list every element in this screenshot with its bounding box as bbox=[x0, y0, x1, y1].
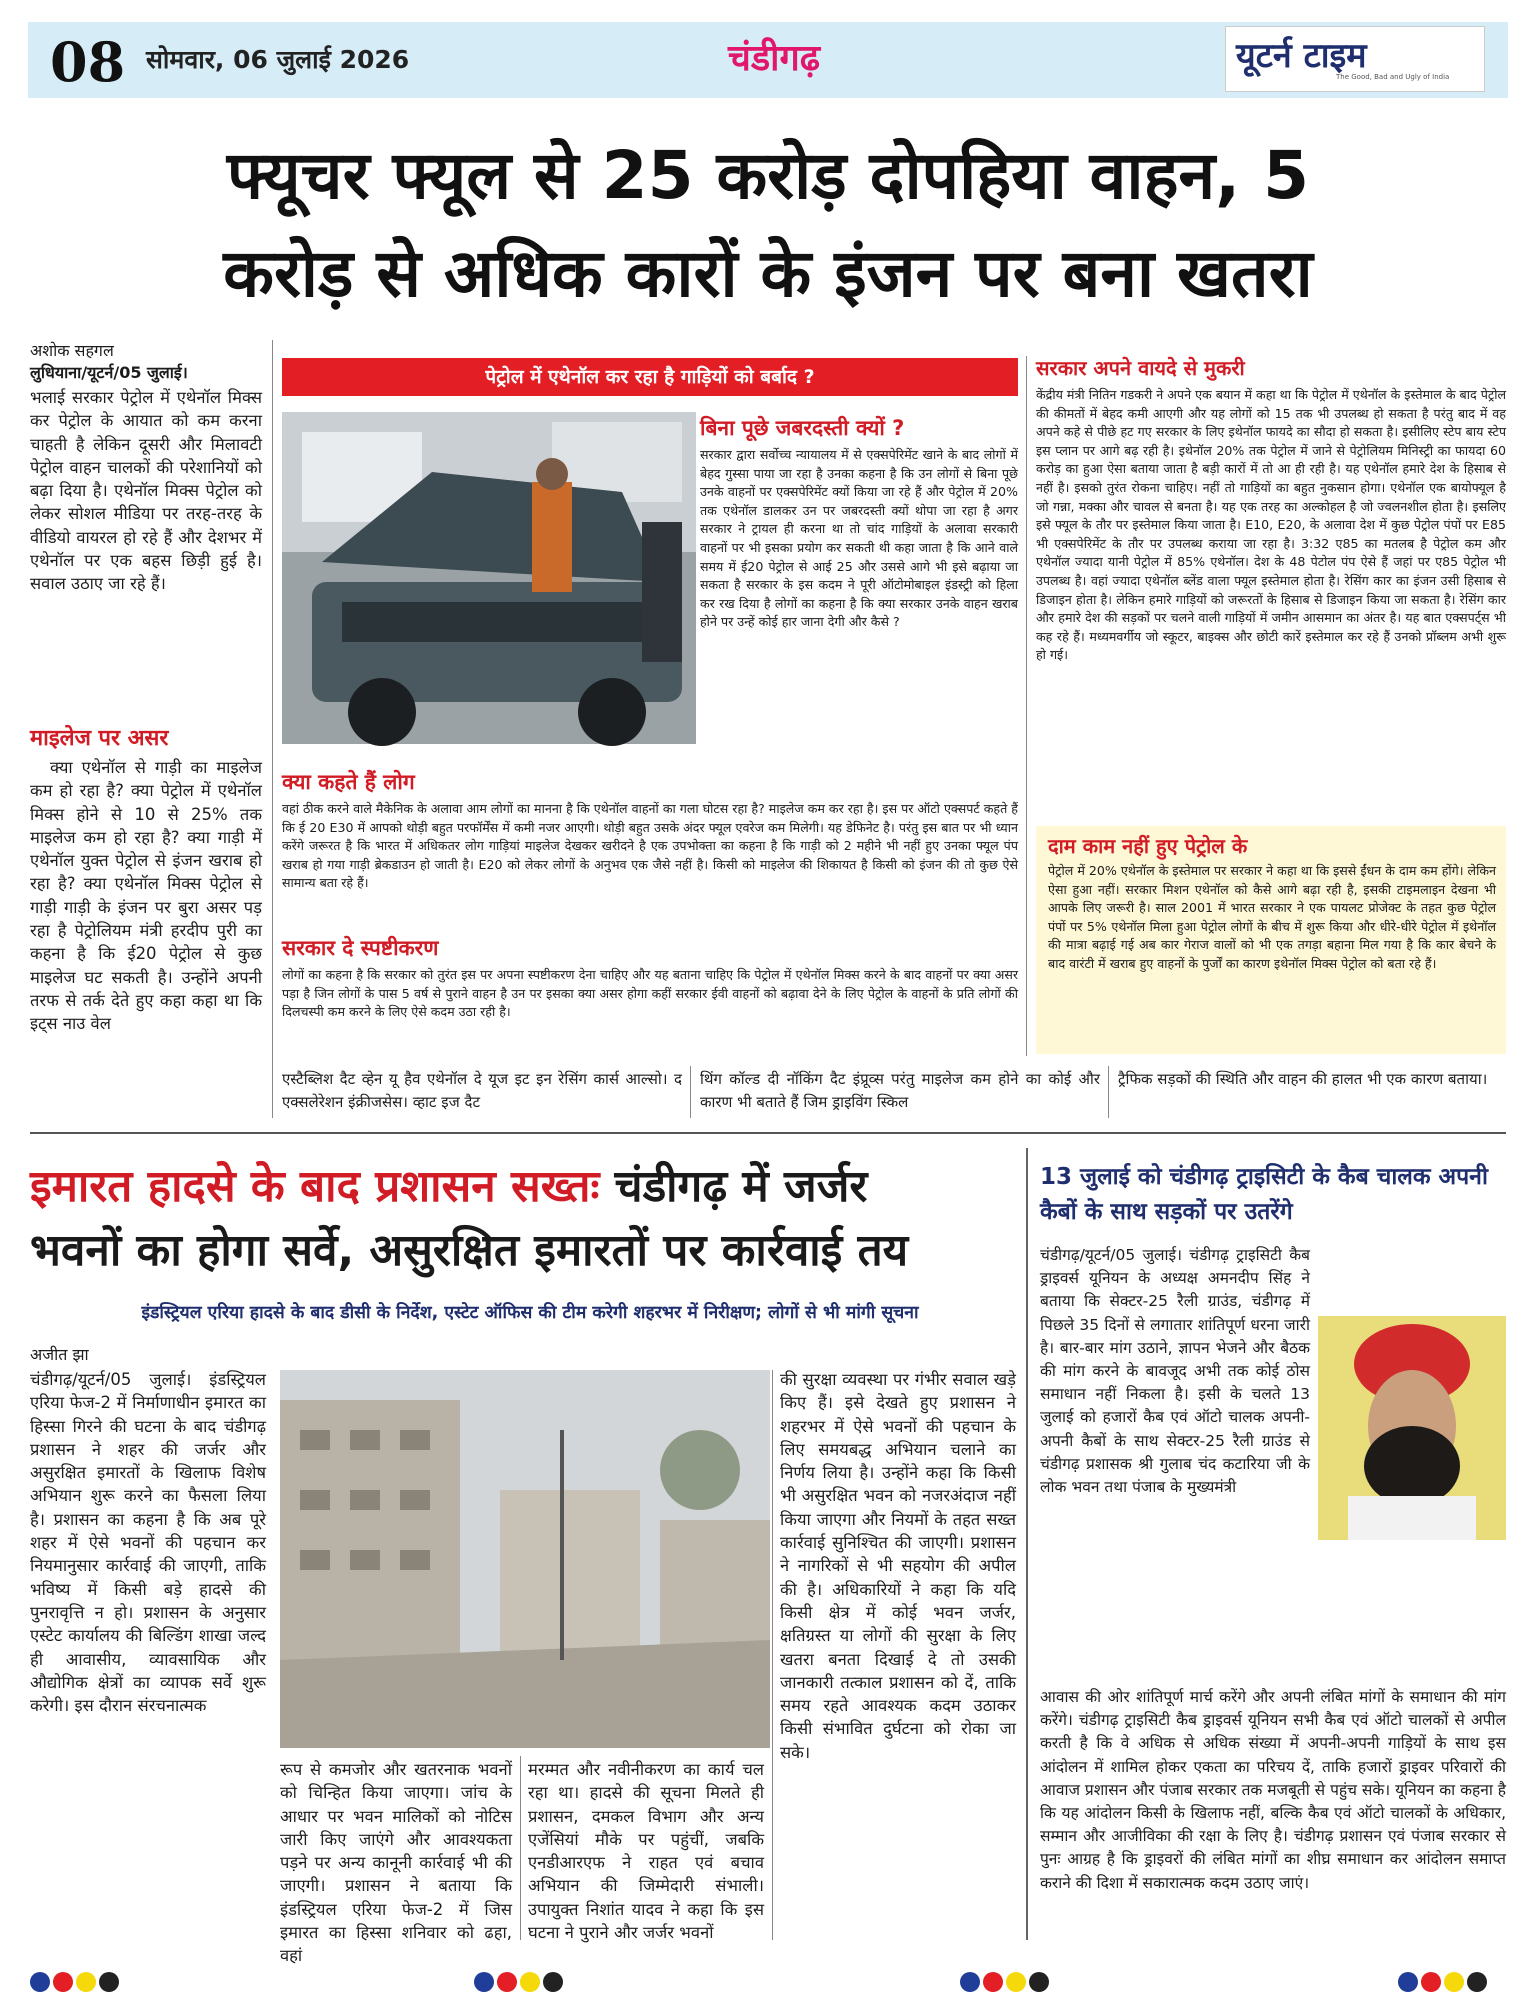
column-divider bbox=[772, 1370, 773, 1940]
mileage-text: क्या एथेनॉल से गाड़ी का माइलेज कम हो रहा है? क्या पेट्रोल में एथेनॉल मिक्स होने से 10 से 25% तक माइलेज कम हो रहा है? क्या गाड़ी में एथेनॉल युक्त पेट्रोल से इंजन खराब हो रहा है? क्या एथेनॉल मिक्स पेट्रोल से गाड़ी गाड़ी के इंजन पर बुरा असर पड़ रहा है पेट्रोलियम मंत्री हरदीप पुरी का कहना है कि ई20 पेट्रोल से कुछ माइलेज घट सकती है। उन्होंने अपनी तरफ से तर्क देते हुए कहा कहा था कि इट्स नाउ वेल bbox=[30, 758, 262, 1034]
logo-tagline: The Good, Bad and Ugly of India bbox=[1336, 73, 1450, 81]
story2-col4: की सुरक्षा व्यवस्था पर गंभीर सवाल खड़े किए हैं। इसे देखते हुए प्रशासन ने शहरभर में ऐसे भवनों की पहचान के लिए समयबद्ध अभियान चलाने का निर्णय लिया है। उन्होंने कहा कि किसी भी असुरक्षित भवन को नजरअंदाज नहीं किया जाएगा और नियमों के तहत सख्त कार्रवाई सुनिश्चित की जाएगी। प्रशासन ने नागरिकों से भी सहयोग की अपील की है। अधिकारियों ने कहा कि यदि किसी क्षेत्र में कोई भवन जर्जर, क्षतिग्रस्त या लोगों की सुरक्षा के लिए खतरा बनता दिखाई दे तो उसकी जानकारी तत्काल प्रशासन को दें, ताकि समय रहते आवश्यक कदम उठाकर किसी संभावित दुर्घटना को रोका जा सके। bbox=[780, 1370, 1016, 1762]
story2-subheadline: इंडस्ट्रियल एरिया हादसे के बाद डीसी के निर्देश, एस्टेट ऑफिस की टीम करेगी शहरभर में निरीक्षण; लोगों से भी मांगी सूचना bbox=[141, 1303, 919, 1323]
masthead-logo bbox=[1225, 26, 1485, 92]
column-divider bbox=[1026, 356, 1027, 1056]
registration-dots-left bbox=[30, 1972, 122, 1996]
edition-city: चंडीगढ़ bbox=[728, 38, 820, 79]
story2-col1: चंडीगढ़/यूटर्न/05 जुलाई। इंडस्ट्रियल एरिया फेज-2 में निर्माणाधीन इमारत का हिस्सा गिरने की घटना के बाद चंडीगढ़ प्रशासन ने शहर की जर्जर और असुरक्षित इमारतों के खिलाफ विशेष अभियान शुरू करने का फैसला लिया है। प्रशासन का कहना है कि अब पूरे शहर में ऐसे भवनों की पहचान कर नियमानुसार कार्रवाई की जाएगी, ताकि भविष्य में किसी बड़े हादसे की पुनरावृत्ति न हो। प्रशासन के अनुसार एस्टेट कार्यालय की बिल्डिंग शाखा जल्द ही आवासीय, व्यावसायिक और औद्योगिक क्षेत्रों का व्यापक सर्वे शुरू करेगी। इस दौरान संरचनात्मक bbox=[30, 1370, 266, 1716]
clarify-heading: सरकार दे स्पष्टीकरण bbox=[282, 936, 439, 960]
byline-place: लुधियाना/यूटर्न/05 जुलाई। bbox=[30, 363, 188, 382]
story2-headline-red: इमारत हादसे के बाद प्रशासन सख्तः bbox=[30, 1161, 600, 1212]
story3-text-top: चंडीगढ़/यूटर्न/05 जुलाई। चंडीगढ़ ट्राइसिटी कैब ड्राइवर्स यूनियन के अध्यक्ष अमनदीप सिंह ने बताया कि सेक्टर-25 रैली ग्राउंड, चंडीगढ़ में पिछले 35 दिनों से लगातार शांतिपूर्ण धरना जारी है। बार-बार मांग उठाने, ज्ञापन भेजने और बैठक की मांग करने के बावजूद अभी तक कोई ठोस समाधान नहीं निकला है। इसी के चलते 13 जुलाई को हजारों कैब एवं ऑटो चालक अपनी-अपनी कैबों के साथ सेक्टर-25 रैली ग्राउंड से चंडीगढ़ प्रशासक श्री गुलाब चंद कटारिया जी के लोक भवन तथा पंजाब के मुख्यमंत्री bbox=[1040, 1246, 1310, 1497]
continuation-col2: एस्टैब्लिश दैट व्हेन यू हैव एथेनॉल दे यूज इट इन रेसिंग कार्स आल्सो। द एक्सलेरेशन इंक्रीजसेस। व्हाट इज दैट bbox=[282, 1070, 682, 1111]
column-divider bbox=[1108, 1066, 1109, 1118]
red-banner: पेट्रोल में एथेनॉल कर रहा है गाड़ियों को बर्बाद ? bbox=[282, 358, 1018, 396]
car-engine-photo bbox=[282, 412, 696, 744]
byline-author: अशोक सहगल bbox=[30, 341, 114, 360]
column-divider bbox=[1026, 1148, 1028, 1940]
people-text: वहां ठीक करने वाले मैकेनिक के अलावा आम लोगों का मानना है कि एथेनॉल वाहनों का गला घोटस रहा है? माइलेज कम कर रहा है। इस पर ऑटो एक्सपर्ट कहते हैं कि ई 20 E30 में आपको थोड़ी बहुत परफॉर्मेंस में कमी नजर आएगी। थोड़ी बहुत उसके अंदर फ्यूल एवरेज कम मिलेगी। यह डेफिनेट है। परंतु इस बात पर भी ध्यान करेंगे जरूरत है कि भारत में अधिकतर लोग गाड़ियां माइलेज देखकर खरीदने है एक उपभोक्ता का कहना है कि गाड़ी को 2 महीने भी नहीं हुए उनका फ्यूल पंप खराब हो गया गाड़ी ब्रेकडाउन हो जाती है। E20 को लेकर लोगों के अनुभव एक जैसे नहीं है। किसी को माइलेज की शिकायत है किसी को इंजन की तो कुछ ऐसे सामान्य बता रहे हैं। bbox=[282, 801, 1018, 891]
story2-headline-black: चंडीगढ़ में जर्जर bbox=[599, 1161, 868, 1212]
story2-byline: अजीत झा bbox=[30, 1345, 89, 1364]
registration-dots-far-right bbox=[1398, 1972, 1490, 1996]
registration-dots-right bbox=[960, 1972, 1052, 1996]
story2-col2: रूप से कमजोर और खतरनाक भवनों को चिन्हित किया जाएगा। जांच के आधार पर भवन मालिकों को नोटिस जारी किए जाएंगे और आवश्यकता पड़ने पर अन्य कानूनी कार्रवाई भी की जाएगी। प्रशासन ने बताया कि इंडस्ट्रियल एरिया फेज-2 में जिस इमारत का हिस्सा शनिवार को ढहा, वहां bbox=[280, 1760, 512, 1966]
story2-col3: मरम्मत और नवीनीकरण का कार्य चल रहा था। हादसे की सूचना मिलते ही प्रशासन, दमकल विभाग और अन्य एजेंसियां मौके पर पहुंचीं, जबकि एनडीआरएफ ने राहत एवं बचाव अभियान की जिम्मेदारी संभाली। उपायुक्त निशांत यादव ने कहा कि इस घटना ने पुराने और जर्जर भवनों bbox=[528, 1760, 764, 1943]
story2-headline-line2: भवनों का होगा सर्वे, असुरक्षित इमारतों पर कार्रवाई तय bbox=[30, 1225, 909, 1276]
price-text: पेट्रोल में 20% एथेनॉल के इस्तेमाल पर सरकार ने कहा था कि इससे ईंधन के दाम कम होंगे। लेकिन ऐसा हुआ नहीं। सरकार मिशन एथेनॉल को कैसे आगे बढ़ा रही है, इसकी टाइमलाइन देखना भी आपके लिए जरूरी है। साल 2001 में भारत सरकार ने एक पायलट प्रोजेक्ट के तहत कुछ पेट्रोल पंपों पर 5% एथेनॉल मिला हुआ पेट्रोल लोगों के बीच में शुरू किया और धीरे-धीरे पेट्रोल में इथेनॉल की मात्रा बढ़ाई गई अब कार गेराज वालों को भी एक तगड़ा बहाना मिल गया है कि कार बेचने के बाद वारंटी में खराब हुए वाहनों के पुर्जों का कारण इथेनॉल मिक्स पेट्रोल को बता रहे हैं। bbox=[1048, 863, 1496, 971]
column-divider bbox=[690, 1066, 691, 1118]
promise-heading: सरकार अपने वायदे से मुकरी bbox=[1036, 356, 1245, 380]
story3-text-bottom: आवास की ओर शांतिपूर्ण मार्च करेंगे और अपनी लंबित मांगों के समाधान की मांग करेंगे। चंडीगढ़ ट्राइसिटी कैब ड्राइवर्स यूनियन सभी कैब एवं ऑटो चालकों से अपील करती है कि वे अधिक से अधिक संख्या में अपनी-अपनी गाड़ियों के साथ इस आंदोलन में शामिल होकर एकता का परिचय दें, ताकि हजारों ड्राइवर परिवारों की आवाज प्रशासन और पंजाब सरकार तक मजबूती से पहुंच सके। यूनियन का कहना है कि यह आंदोलन किसी के खिलाफ नहीं, बल्कि कैब एवं ऑटो चालकों के अधिकार, सम्मान और आजीविका की रक्षा के लिए है। चंडीगढ़ प्रशासन एवं पंजाब सरकार से पुनः आग्रह है कि ड्राइवरों की लंबित मांगों का शीघ्र समाधान कर आंदोलन समाप्त कराने की दिशा में सकारात्मक कदम उठाए जाएं। bbox=[1040, 1688, 1507, 1892]
union-leader-photo bbox=[1318, 1316, 1506, 1540]
logo-text: यूटर्न टाइम bbox=[1236, 36, 1367, 76]
price-heading: दाम काम नहीं हुए पेट्रोल के bbox=[1048, 834, 1248, 858]
section-divider bbox=[30, 1132, 1506, 1134]
promise-text: केंद्रीय मंत्री नितिन गडकरी ने अपने एक बयान में कहा था कि पेट्रोल में एथेनॉल के इस्तेमाल के बाद पेट्रोल की कीमतों में बेहद कमी आएगी और यह लोगों को 15 तक भी उपलब्ध हो सकता है परंतु बाद में वह अपने कहे से पीछे हट गए सरकार के लिए इथेनॉल फायदे का सौदा हो सकता है। इसीलिए स्टेप बाय स्टेप इस प्लान पर आगे बढ़ रही है। इथेनॉल 20% तक पेट्रोल में जाने से पेट्रोलियम मिनिस्ट्री का फायदा 60 करोड़ का हुआ ऐसा बताया जाता है बड़ी कारों में तो आ ही रही है। यह एथेनॉल हमारे देश के हिसाब से नहीं है। इसको तुरंत रोकना चाहिए। नहीं तो गाड़ियों का बहुत नुकसान होगा। एथेनॉल एक बायोफ्यूल है जो गन्ना, मक्का और चावल से बनता है। यह एक तरह का अल्कोहल है जो ज्वलनशील होता है। इसलिए इसे फ्यूल के तौर पर इस्तेमाल किया जाता है। E10, E20, के अलावा देश में कुछ पेट्रोल पंपों पर E85 भी एक्सपेरिमेंट के तौर पर उपलब्ध कराया जा रहा है। 3:32 ए85 का मतलब है पेट्रोल कम और एथेनॉल ज्यादा यानी पेट्रोल में 85% एथेनॉल। देश के 48 पेटोल पंप ऐसे हैं जहां पर ए85 पेट्रोल भी उपलब्ध है। वहां ज्यादा एथेनॉल ब्लेंड वाला फ्यूल इस्तेमाल होता है। रेसिंग कार का इंजन उसी हिसाब से डिजाइन होता है। लेकिन हमारे गाड़ियों को जरूरतों के हिसाब से डिजाइन किया जा सकता है। रेसिंग कार और हमारे देश की सड़कों पर चलने वाली गाड़ियों में जमीन आसमान का अंतर है। यह बात एक्सपर्ट्स भी कह रहे हैं। मध्यमवर्गीय जो स्कूटर, बाइक्स और छोटी कारें इस्तेमाल कर रहे हैं उनको प्रॉब्लम अभी शुरू हो गई। bbox=[1036, 387, 1506, 663]
clarify-text: लोगों का कहना है कि सरकार को तुरंत इस पर अपना स्पष्टीकरण देना चाहिए और यह बताना चाहिए कि पेट्रोल में एथेनॉल मिक्स करने के बाद वाहनों पर क्या असर पड़ा है जिन लोगों के पास 5 वर्ष से पुराने वाहन है उन पर इसका क्या असर होगा कहीं सरकार ईवी वाहनों को बढ़ावा देने के लिए पेट्रोल के वाहनों के प्रति लोगों की दिलचस्पी कम करने के लिए ऐसे कदम उठा रही है। bbox=[282, 967, 1018, 1020]
story3-headline: 13 जुलाई को चंडीगढ़ ट्राइसिटी के कैब चालक अपनी कैबों के साथ सड़कों पर उतरेंगे bbox=[1040, 1164, 1488, 1225]
main-headline-line1: फ्यूचर फ्यूल से 25 करोड़ दोपहिया वाहन, 5 bbox=[226, 137, 1310, 214]
continuation-col3: थिंग कॉल्ड दी नॉकिंग दैट इंप्रूव्स परंतु माइलेज कम होने का कोई और कारण भी बताते हैं जिम ड्राइविंग स्किल bbox=[700, 1070, 1100, 1111]
page-number: 08 bbox=[50, 30, 126, 94]
lead-text: भलाई सरकार पेट्रोल में एथेनॉल मिक्स कर पेट्रोल के आयात को कम करना चाहती है लेकिन दूसरी और मिलावटी पेट्रोल वाहन चालकों की परेशानियों को बढ़ा दिया है। एथेनॉल मिक्स पेट्रोल को लेकर सोशल मीडिया पर तरह-तरह के वीडियो वायरल हो रहे हैं और देशभर में एथेनॉल पर एक बहस छिड़ी हुई है। सवाल उठाए जा रहे हैं। bbox=[30, 388, 262, 594]
buildings-photo bbox=[280, 1370, 770, 1748]
story2-headline-line1 bbox=[30, 1158, 1030, 1216]
registration-dots-center bbox=[474, 1972, 566, 1996]
why-heading: बिना पूछे जबरदस्ती क्यों ? bbox=[700, 416, 905, 440]
column-divider bbox=[272, 340, 273, 1118]
people-heading: क्या कहते हैं लोग bbox=[282, 770, 415, 794]
main-headline-line2: करोड़ से अधिक कारों के इंजन पर बना खतरा bbox=[223, 235, 1313, 312]
continuation-col4: ट्रैफिक सड़कों की स्थिति और वाहन की हालत भी एक कारण बताया। bbox=[1118, 1070, 1488, 1088]
column-divider bbox=[520, 1756, 521, 1940]
mileage-heading: माइलेज पर असर bbox=[30, 726, 169, 751]
issue-date: सोमवार, 06 जुलाई 2026 bbox=[146, 45, 410, 74]
why-text: सरकार द्वारा सर्वोच्च न्यायालय में से एक्सपेरिमेंट खाने के बाद लोगों में बेहद गुस्सा पाया जा रहा है उनका कहना है कि उन लोगों से बिना पूछे उनके वाहनों पर एक्सपेरिमेंट क्यों किया जा रहे हैं और पेट्रोल में 20% तक एथेनॉल डालकर उन पर जबरदस्ती क्यों थोपा जा रहा है अगर सरकार ने ट्रायल ही करना था तो चांद गाड़ियों के अलावा सरकारी वाहनों पर भी इसका प्रयोग कर सकती थी कहा जाता है कि आने वाले समय में ई20 पेट्रोल से आई 25 और उससे आगे भी इसे बढ़ाया जा सकता है सरकार के इस कदम ने पूरी ऑटोमोबाइल इंडस्ट्री को हिला कर रख दिया है लोगों का कहना है कि क्या सरकार उनके वाहन खराब होने पर उन्हें कोई हार जाना देगी और कैसे ? bbox=[700, 447, 1018, 630]
